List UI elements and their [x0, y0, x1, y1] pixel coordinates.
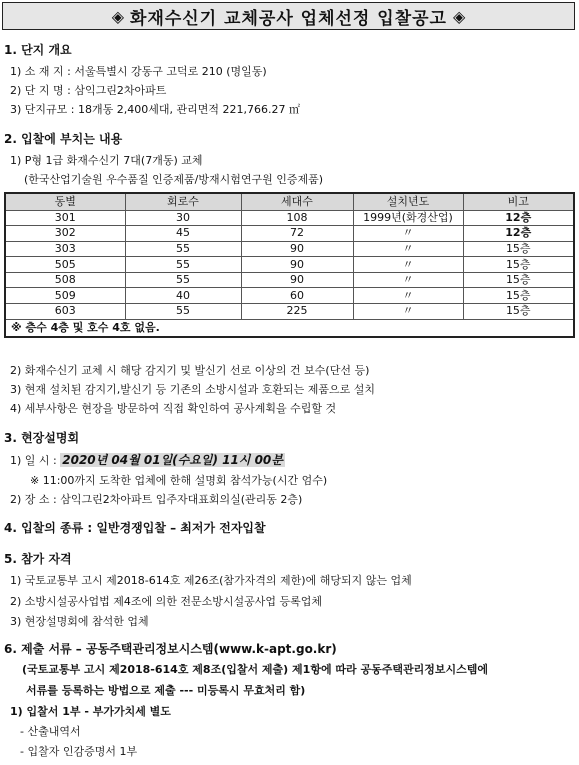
document-item: - 산출내역서 — [20, 725, 81, 738]
qualification-line: 3) 현장설명회에 참석한 업체 — [10, 615, 149, 628]
complex-scale-line: 3) 단지규모 : 18개동 2,400세대, 관리면적 221,766.27 ㎡ — [10, 103, 300, 116]
qualification-line: 1) 국토교통부 고시 제2018-614호 제26조(참가자격의 제한)에 해당되지 않는 업체 — [10, 574, 412, 587]
qualification-line: 2) 소방시설공사업법 제4조에 의한 전문소방시설공사업 등록업체 — [10, 595, 323, 608]
cell-building: 303 — [5, 241, 125, 257]
cell-install-year: 〃 — [353, 226, 463, 242]
cell-households: 108 — [241, 210, 353, 226]
cell-remarks: 15층 — [463, 304, 574, 320]
title-banner — [2, 2, 575, 30]
cell-remarks: 12층 — [463, 226, 574, 242]
document-item: - 입찰자 인감증명서 1부 — [20, 745, 138, 758]
table-note-row — [5, 319, 574, 337]
section-heading-complex-overview: 1. 단지 개요 — [4, 43, 72, 57]
cell-remarks: 15층 — [463, 257, 574, 273]
section-heading-qualifications: 5. 참가 자격 — [4, 552, 72, 566]
briefing-time-note: ※ 11:00까지 도착한 업체에 한해 설명회 참석가능(시간 엄수) — [30, 474, 328, 487]
cell-circuits: 55 — [125, 272, 241, 288]
header-install-year: 설치년도 — [353, 193, 463, 210]
documents-note-1: (국토교통부 고시 제2018-614호 제8조(입찰서 제출) 제1항에 따라 공동주택관리정보시스템에 — [22, 663, 488, 676]
cell-households: 60 — [241, 288, 353, 304]
header-households: 세대수 — [241, 193, 353, 210]
cell-remarks: 15층 — [463, 288, 574, 304]
cell-building: 505 — [5, 257, 125, 273]
header-circuits: 회로수 — [125, 193, 241, 210]
table-row — [5, 272, 574, 288]
cell-remarks: 15층 — [463, 241, 574, 257]
table-header-row — [5, 193, 574, 210]
section-heading-bid-type: 4. 입찰의 종류 : 일반경쟁입찰 – 최저가 전자입찰 — [4, 521, 266, 535]
table-row — [5, 288, 574, 304]
table-row — [5, 304, 574, 320]
cell-circuits: 40 — [125, 288, 241, 304]
documents-note-2: 서류를 등록하는 방법으로 제출 --- 미등록시 무효처리 함) — [26, 684, 306, 697]
cell-building: 509 — [5, 288, 125, 304]
cell-households: 90 — [241, 272, 353, 288]
cell-circuits: 45 — [125, 226, 241, 242]
date-label: 1) 일 시 : — [10, 454, 57, 467]
table-row — [5, 210, 574, 226]
cell-remarks: 12층 — [463, 210, 574, 226]
briefing-date-line — [10, 451, 285, 468]
cell-install-year: 〃 — [353, 241, 463, 257]
compatibility-line: 3) 현재 설치된 감지기,발신기 등 기존의 소방시설과 호환되는 제품으로 설치 — [10, 383, 376, 396]
header-building: 동별 — [5, 193, 125, 210]
diamond-icon: ◈ — [111, 6, 125, 26]
briefing-place-line: 2) 장 소 : 삼익그린2차아파트 입주자대표회의실(관리동 2층) — [10, 493, 303, 506]
site-visit-line: 4) 세부사항은 현장을 방문하여 직접 확인하여 공사계획을 수립할 것 — [10, 402, 337, 415]
section-heading-documents: 6. 제출 서류 – 공동주택관리정보시스템(www.k-apt.go.kr) — [4, 642, 337, 656]
cell-install-year: 〃 — [353, 288, 463, 304]
certification-line: (한국산업기술원 우수품질 인증제품/방재시험연구원 인증제품) — [24, 173, 324, 186]
section-heading-bid-content: 2. 입찰에 부치는 내용 — [4, 132, 123, 146]
table-row — [5, 257, 574, 273]
cell-circuits: 55 — [125, 241, 241, 257]
diamond-icon: ◈ — [452, 6, 466, 26]
bid-form-line: 1) 입찰서 1부 - 부가가치세 별도 — [10, 705, 171, 718]
cell-households: 225 — [241, 304, 353, 320]
cell-building: 603 — [5, 304, 125, 320]
cell-building: 302 — [5, 226, 125, 242]
cell-building: 301 — [5, 210, 125, 226]
briefing-date: 2020년 04월 01일(수요일) 11시 00분 — [62, 453, 283, 467]
cell-circuits: 30 — [125, 210, 241, 226]
cell-remarks: 15층 — [463, 272, 574, 288]
section-heading-site-briefing: 3. 현장설명회 — [4, 431, 80, 445]
table-row — [5, 226, 574, 242]
cell-building: 508 — [5, 272, 125, 288]
cell-circuits: 55 — [125, 304, 241, 320]
cell-circuits: 55 — [125, 257, 241, 273]
repair-line: 2) 화재수신기 교체 시 해당 감지기 및 발신기 선로 이상의 건 보수(단선 등) — [10, 364, 370, 377]
cell-households: 90 — [241, 241, 353, 257]
table-row — [5, 241, 574, 257]
complex-name-line: 2) 단 지 명 : 삼익그린2차아파트 — [10, 84, 167, 97]
cell-install-year: 〃 — [353, 304, 463, 320]
cell-install-year: 〃 — [353, 257, 463, 273]
building-table — [4, 192, 575, 338]
table-note: ※ 층수 4층 및 호수 4호 없음. — [5, 319, 574, 337]
cell-install-year: 〃 — [353, 272, 463, 288]
cell-households: 72 — [241, 226, 353, 242]
cell-install-year: 1999년(화경산업) — [353, 210, 463, 226]
header-remarks: 비고 — [463, 193, 574, 210]
cell-households: 90 — [241, 257, 353, 273]
address-line: 1) 소 재 지 : 서울특별시 강동구 고덕로 210 (명일동) — [10, 65, 267, 78]
bid-item-line: 1) P형 1급 화재수신기 7대(7개동) 교체 — [10, 154, 203, 167]
page-title: 화재수신기 교체공사 업체선정 입찰공고 — [130, 8, 447, 29]
